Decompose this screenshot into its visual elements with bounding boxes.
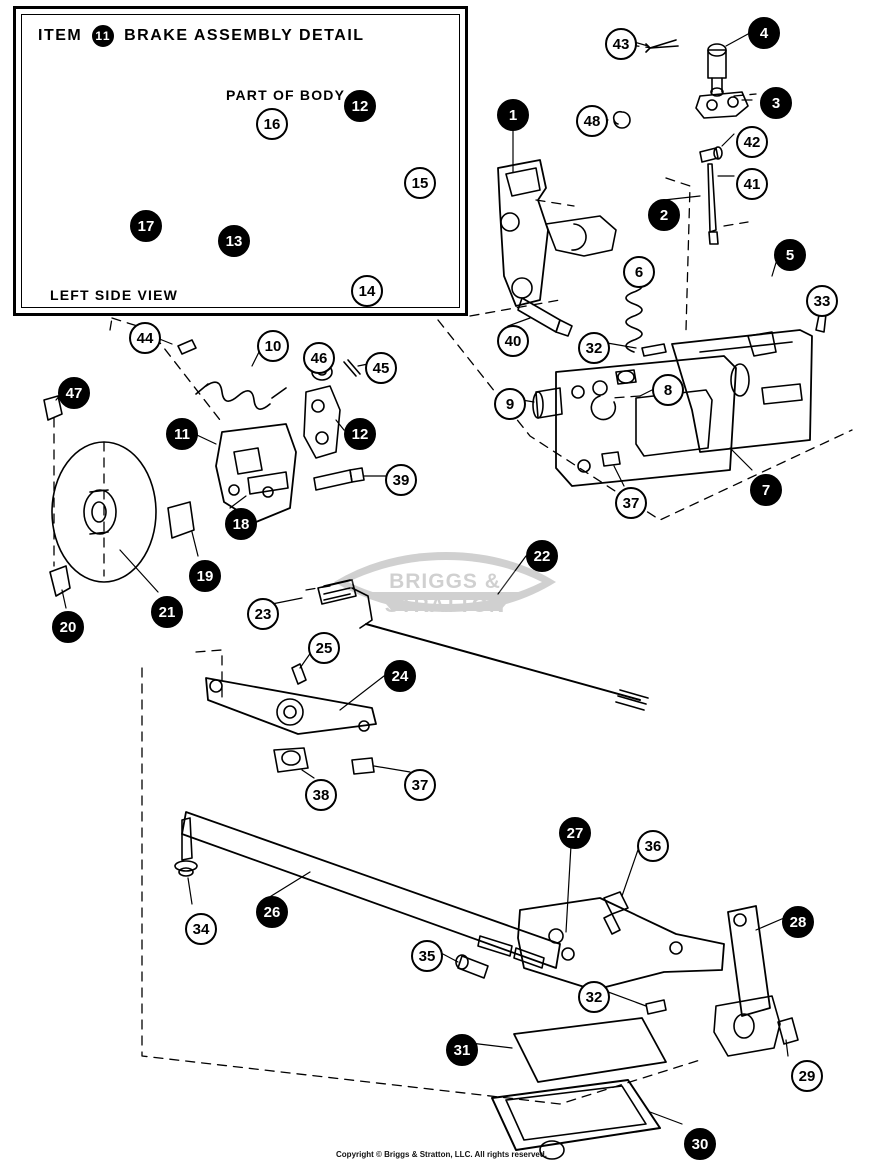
art-knob-4 <box>708 44 726 96</box>
callout-30[interactable]: 30 <box>684 1128 716 1160</box>
inset-label-part-of-body: PART OF BODY <box>226 87 346 103</box>
callout-18[interactable]: 18 <box>225 508 257 540</box>
inset-title-suffix: BRAKE ASSEMBLY DETAIL <box>124 27 365 45</box>
inset-title-prefix: ITEM <box>38 27 83 45</box>
art-rod-22 <box>318 580 648 710</box>
callout-8[interactable]: 8 <box>652 374 684 406</box>
callout-32[interactable]: 32 <box>578 332 610 364</box>
callout-36[interactable]: 36 <box>637 830 669 862</box>
callout-43[interactable]: 43 <box>605 28 637 60</box>
callout-2[interactable]: 2 <box>648 199 680 231</box>
art-clip-32b <box>646 1000 666 1014</box>
callout-33[interactable]: 33 <box>806 285 838 317</box>
callout-45[interactable]: 45 <box>365 352 397 384</box>
art-nut-37b <box>352 758 374 774</box>
art-pedal-arm-27 <box>518 898 724 990</box>
art-pin-45 <box>344 360 360 376</box>
callout-34[interactable]: 34 <box>185 913 217 945</box>
art-rod-41-42 <box>700 147 722 244</box>
art-bolt-35 <box>456 955 488 978</box>
art-spring-48 <box>614 112 630 128</box>
inset-title-badge: 11 <box>92 25 114 47</box>
callout-38[interactable]: 38 <box>305 779 337 811</box>
callout-7[interactable]: 7 <box>750 474 782 506</box>
callout-25[interactable]: 25 <box>308 632 340 664</box>
art-pedal-shaft-28 <box>714 906 780 1056</box>
callout-47[interactable]: 47 <box>58 377 90 409</box>
art-disc-21 <box>52 442 156 582</box>
callout-39[interactable]: 39 <box>385 464 417 496</box>
art-pin-29 <box>778 1018 798 1044</box>
art-caliper-18 <box>216 424 296 522</box>
art-clip-32a <box>642 344 666 356</box>
art-bolt-40 <box>518 298 572 336</box>
callout-41[interactable]: 41 <box>736 168 768 200</box>
art-link-26 <box>175 812 560 968</box>
art-nut-38 <box>274 748 308 772</box>
art-pedal-30 <box>492 1080 660 1159</box>
art-pad-31 <box>514 1018 666 1082</box>
callout-22[interactable]: 22 <box>526 540 558 572</box>
callout-37[interactable]: 37 <box>615 487 647 519</box>
callout-31[interactable]: 31 <box>446 1034 478 1066</box>
art-plate-7 <box>533 356 736 486</box>
callout-14[interactable]: 14 <box>351 275 383 307</box>
art-bolt-36 <box>604 892 628 934</box>
callout-9[interactable]: 9 <box>494 388 526 420</box>
inset-detail-box <box>13 6 468 316</box>
callout-35[interactable]: 35 <box>411 940 443 972</box>
callout-44[interactable]: 44 <box>129 322 161 354</box>
callout-48[interactable]: 48 <box>576 105 608 137</box>
callout-5[interactable]: 5 <box>774 239 806 271</box>
callout-19[interactable]: 19 <box>189 560 221 592</box>
callout-23[interactable]: 23 <box>247 598 279 630</box>
callout-3[interactable]: 3 <box>760 87 792 119</box>
callout-27[interactable]: 27 <box>559 817 591 849</box>
inset-label-left-side-view: LEFT SIDE VIEW <box>50 287 179 303</box>
art-pad-20 <box>50 566 70 596</box>
watermark-text: BRIGGS & STRATTON <box>384 570 506 617</box>
art-arm-24 <box>206 678 376 734</box>
callout-16[interactable]: 16 <box>256 108 288 140</box>
art-pin-25 <box>292 664 306 684</box>
callout-17[interactable]: 17 <box>130 210 162 242</box>
art-bracket-1 <box>498 160 616 306</box>
callout-11[interactable]: 11 <box>166 418 198 450</box>
art-pad-19 <box>168 502 194 538</box>
callout-40[interactable]: 40 <box>497 325 529 357</box>
callout-20[interactable]: 20 <box>52 611 84 643</box>
art-cotter-43 <box>646 40 678 52</box>
copyright-footer: Copyright © Briggs & Stratton, LLC. All rights reserved. <box>336 1150 547 1159</box>
callout-42[interactable]: 42 <box>736 126 768 158</box>
callout-26[interactable]: 26 <box>256 896 288 928</box>
callout-24[interactable]: 24 <box>384 660 416 692</box>
callout-37[interactable]: 37 <box>404 769 436 801</box>
art-plate-5 <box>672 310 826 452</box>
callout-1[interactable]: 1 <box>497 99 529 131</box>
callout-32[interactable]: 32 <box>578 981 610 1013</box>
inset-inner-border <box>21 14 460 308</box>
callout-29[interactable]: 29 <box>791 1060 823 1092</box>
callout-10[interactable]: 10 <box>257 330 289 362</box>
callout-12[interactable]: 12 <box>344 90 376 122</box>
callout-21[interactable]: 21 <box>151 596 183 628</box>
art-rod-44 <box>178 340 196 354</box>
inset-title <box>38 25 365 47</box>
art-link-12b <box>304 386 340 458</box>
callout-13[interactable]: 13 <box>218 225 250 257</box>
art-clamp-3 <box>696 92 748 118</box>
art-spring-10 <box>196 382 286 409</box>
callout-6[interactable]: 6 <box>623 256 655 288</box>
callout-4[interactable]: 4 <box>748 17 780 49</box>
callout-15[interactable]: 15 <box>404 167 436 199</box>
callout-46[interactable]: 46 <box>303 342 335 374</box>
callout-12[interactable]: 12 <box>344 418 376 450</box>
callout-28[interactable]: 28 <box>782 906 814 938</box>
art-bolt-39 <box>314 468 364 490</box>
